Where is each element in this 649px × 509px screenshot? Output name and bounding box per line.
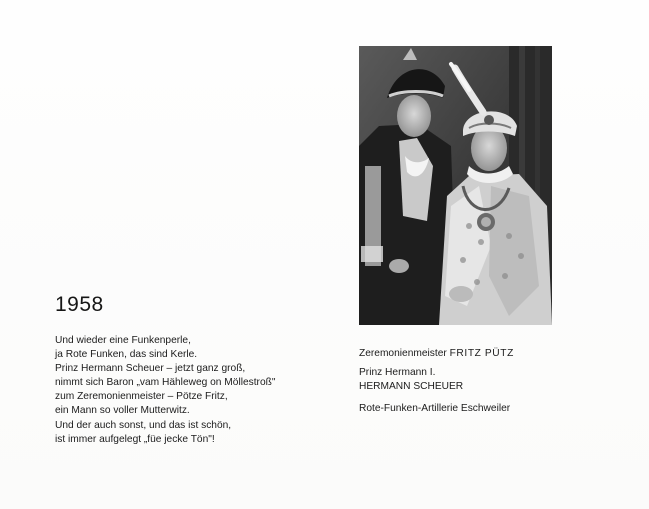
portrait-photo	[359, 46, 552, 325]
poem-line: Prinz Hermann Scheuer – jetzt ganz groß,	[55, 363, 246, 375]
poem-line: ist immer aufgelegt „füe jecke Tön"!	[55, 433, 215, 445]
poem-line: ein Mann so voller Mutterwitz.	[55, 405, 190, 417]
caption-zeremonienmeister	[359, 347, 619, 360]
caption-name-2: HERMANN SCHEUER	[359, 381, 464, 392]
poem-text	[55, 334, 345, 447]
caption-role-2: Prinz Hermann I.	[359, 367, 436, 378]
year-heading: 1958	[55, 293, 104, 316]
poem-line: nimmt sich Baron „vam Hähleweg on Möllestroß"	[55, 377, 276, 389]
poem-line: Und der auch sonst, und das ist schön,	[55, 419, 232, 431]
portrait-illustration	[359, 46, 552, 325]
poem-line: Und wieder eine Funkenperle,	[55, 335, 191, 346]
caption-organization: Rote-Funken-Artillerie Eschweiler	[359, 403, 511, 414]
caption-role-1: Zeremonienmeister	[359, 348, 447, 359]
caption-name-1: FRITZ PÜTZ	[449, 348, 514, 359]
poem-line: zum Zeremonienmeister – Pötze Fritz,	[55, 391, 228, 403]
poem-line: ja Rote Funken, das sind Kerle.	[55, 349, 198, 361]
